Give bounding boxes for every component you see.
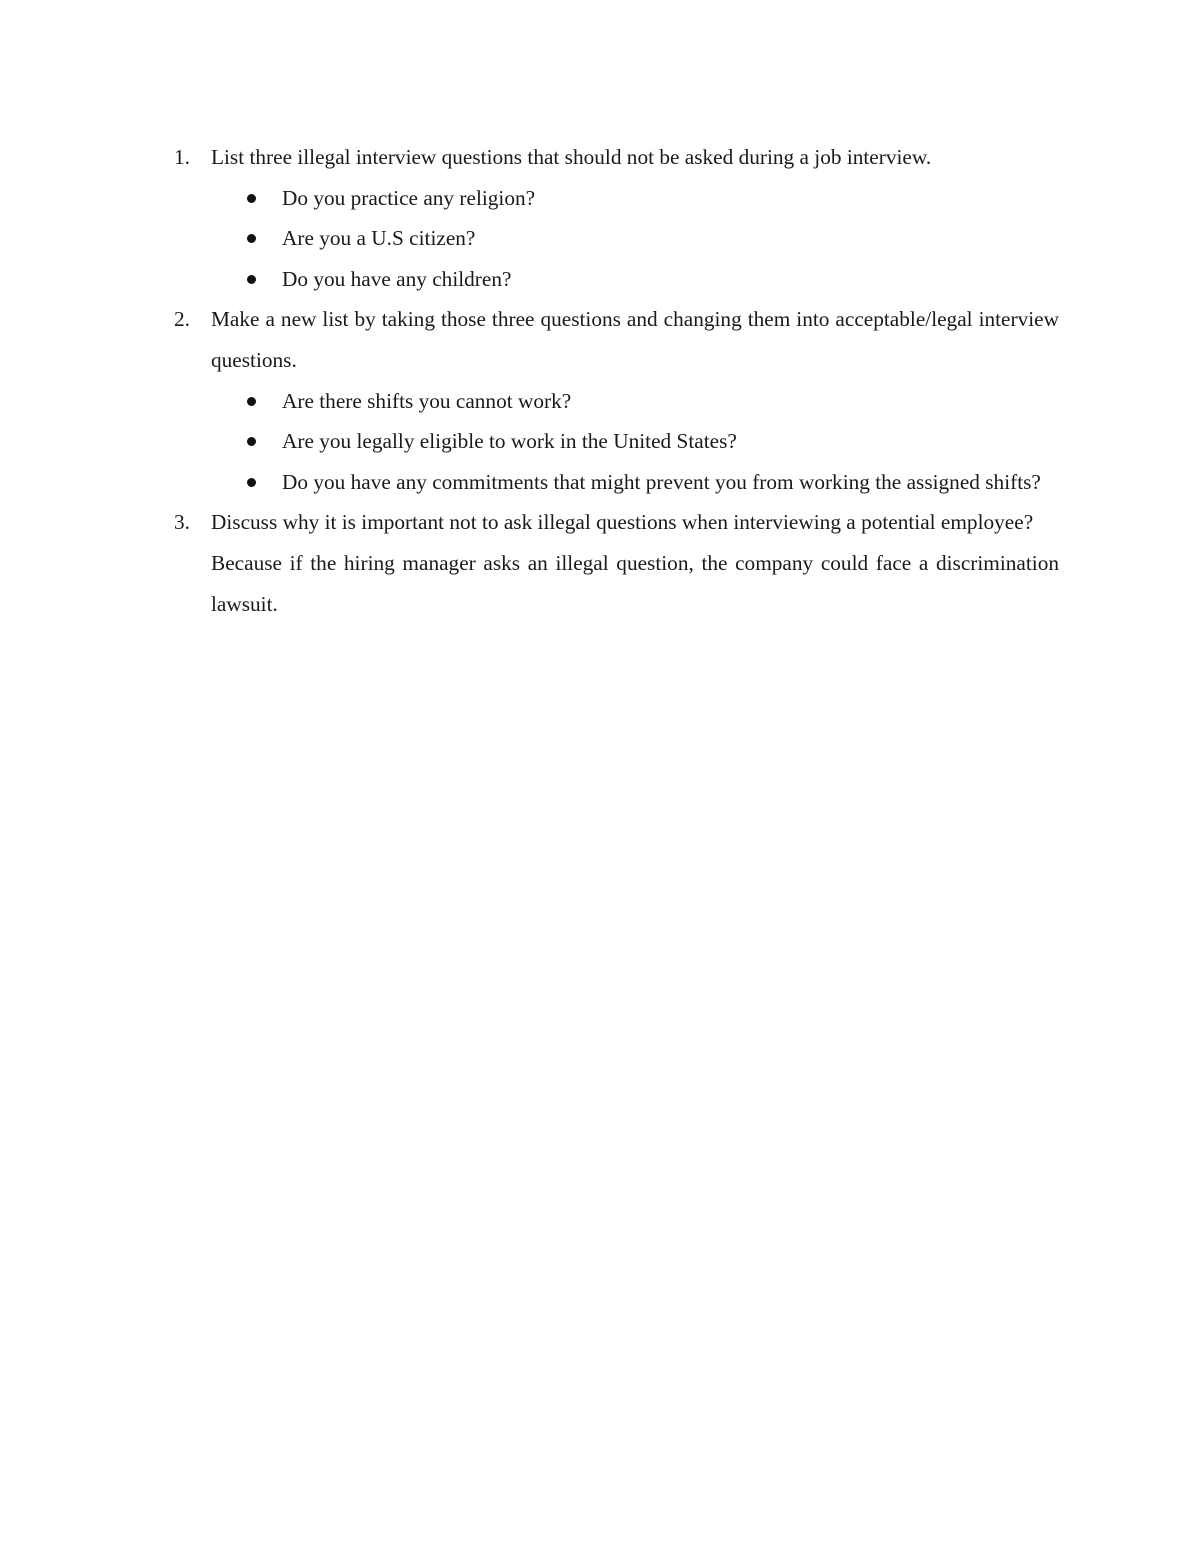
question-3-answer: Because if the hiring manager asks an illegal question, the company could face a discrimination lawsuit.: [211, 550, 1059, 616]
question-3-number: 3.: [174, 510, 190, 535]
bullet-text: Are you a U.S citizen?: [282, 226, 476, 251]
bullet-icon: [247, 397, 256, 406]
question-1-text: List three illegal interview questions that should not be asked during a job interview.: [211, 145, 932, 169]
question-2-number: 2.: [174, 307, 190, 332]
question-3-text: Discuss why it is important not to ask illegal questions when interviewing a potential employee?: [211, 510, 1034, 535]
list-item: [246, 218, 1059, 259]
list-item: [246, 259, 1059, 300]
bullet-icon: [247, 437, 256, 446]
bullet-text: Do you have any children?: [282, 266, 512, 291]
list-item: [246, 381, 1059, 422]
question-3: [174, 502, 1059, 543]
bullet-text: Are you legally eligible to work in the United States?: [282, 429, 737, 454]
list-item: [246, 421, 1059, 462]
bullet-icon: [247, 275, 256, 284]
question-1: [174, 137, 1059, 178]
bullet-text: Are there shifts you cannot work?: [282, 388, 572, 413]
list-item: [246, 178, 1059, 219]
document-content: [174, 137, 1059, 624]
question-1-number: 1.: [174, 145, 190, 169]
bullet-icon: [247, 478, 256, 487]
bullet-text: Do you have any commitments that might prevent you from working the assigned shifts?: [282, 469, 1041, 494]
question-1-bullet-list: [174, 178, 1059, 300]
question-2: [174, 299, 1059, 380]
bullet-icon: [247, 194, 256, 203]
question-2-bullet-list: [174, 381, 1059, 503]
bullet-icon: [247, 234, 256, 243]
question-2-text: Make a new list by taking those three questions and changing them into acceptable/legal interview questions.: [211, 307, 1059, 372]
list-item: [246, 462, 1059, 503]
bullet-text: Do you practice any religion?: [282, 185, 536, 210]
